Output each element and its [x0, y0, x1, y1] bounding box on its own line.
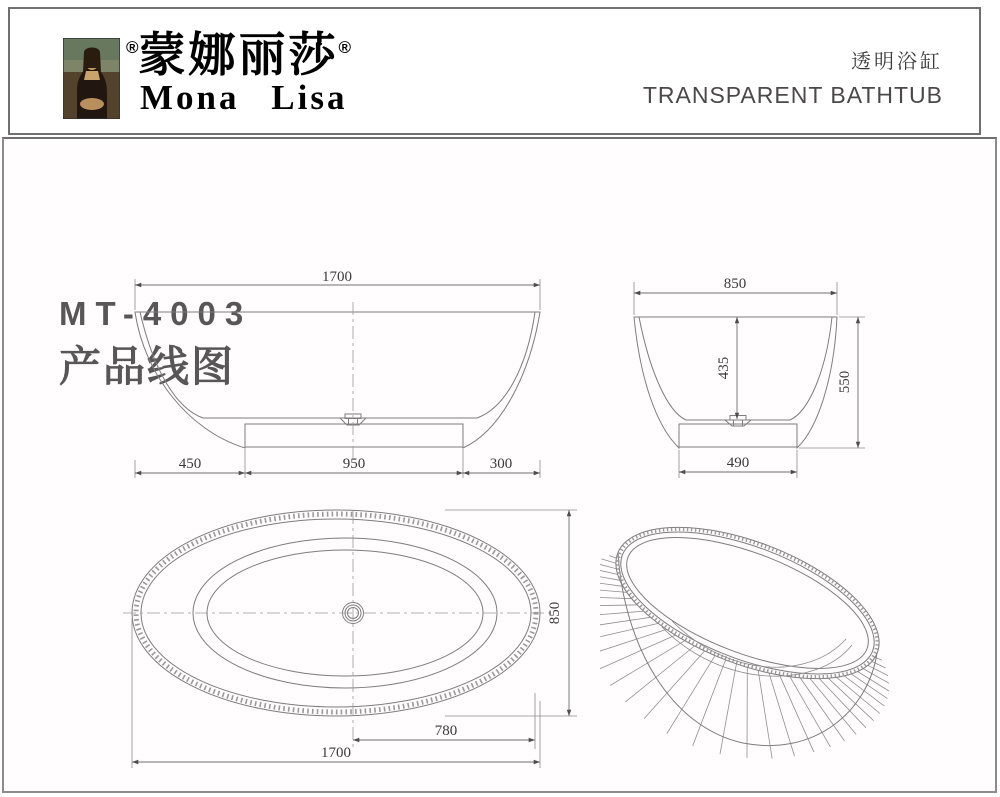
- dim-front-width: 1700: [322, 269, 352, 285]
- registered-mark-left: ®: [126, 38, 139, 57]
- dim-top-half: 780: [434, 723, 458, 739]
- mona-lisa-painting: [63, 38, 120, 119]
- dim-front-right: 300: [489, 456, 513, 472]
- dim-side-height: 550: [837, 370, 853, 394]
- product-name-block: [643, 45, 943, 109]
- front-section-view: [112, 268, 572, 500]
- base-plinth: [679, 424, 797, 447]
- base-plinth: [245, 424, 463, 447]
- registered-mark-right: ®: [338, 38, 352, 57]
- basin-floor-edge-near: [672, 621, 846, 667]
- drain-recess: [725, 420, 751, 426]
- side-section-view: [608, 268, 908, 500]
- dim-front-center: 950: [342, 456, 366, 472]
- tub-wall-section: [135, 312, 540, 448]
- dim-top-length: 1700: [321, 745, 351, 761]
- brand-name-chinese: 蒙娜丽莎: [138, 28, 339, 83]
- mona-lisa-logo-image: [63, 38, 120, 119]
- dim-front-left: 450: [178, 456, 202, 472]
- drain-pipe: [734, 420, 743, 426]
- drawing-type-label: 产品线图: [59, 342, 236, 391]
- drain-collar: [730, 416, 746, 421]
- brand-chinese-line: [126, 28, 352, 83]
- product-name-chinese: 透明浴缸: [851, 51, 943, 73]
- top-plan-view: [115, 505, 595, 790]
- model-code: MT-4003: [59, 295, 253, 332]
- dim-top-width: 850: [547, 601, 563, 625]
- perspective-view: [600, 505, 930, 790]
- dim-side-base: 490: [726, 455, 750, 471]
- product-name-english: TRANSPARENT BATHTUB: [642, 82, 943, 108]
- rim-outer-edge: [600, 505, 899, 710]
- tub-wall-section: [634, 317, 837, 448]
- brand-name-english: Mona Lisa: [140, 78, 348, 118]
- header: [8, 7, 981, 135]
- brand-block: [126, 28, 352, 118]
- dim-side-width: 850: [723, 276, 747, 292]
- dim-side-depth: 435: [716, 356, 732, 380]
